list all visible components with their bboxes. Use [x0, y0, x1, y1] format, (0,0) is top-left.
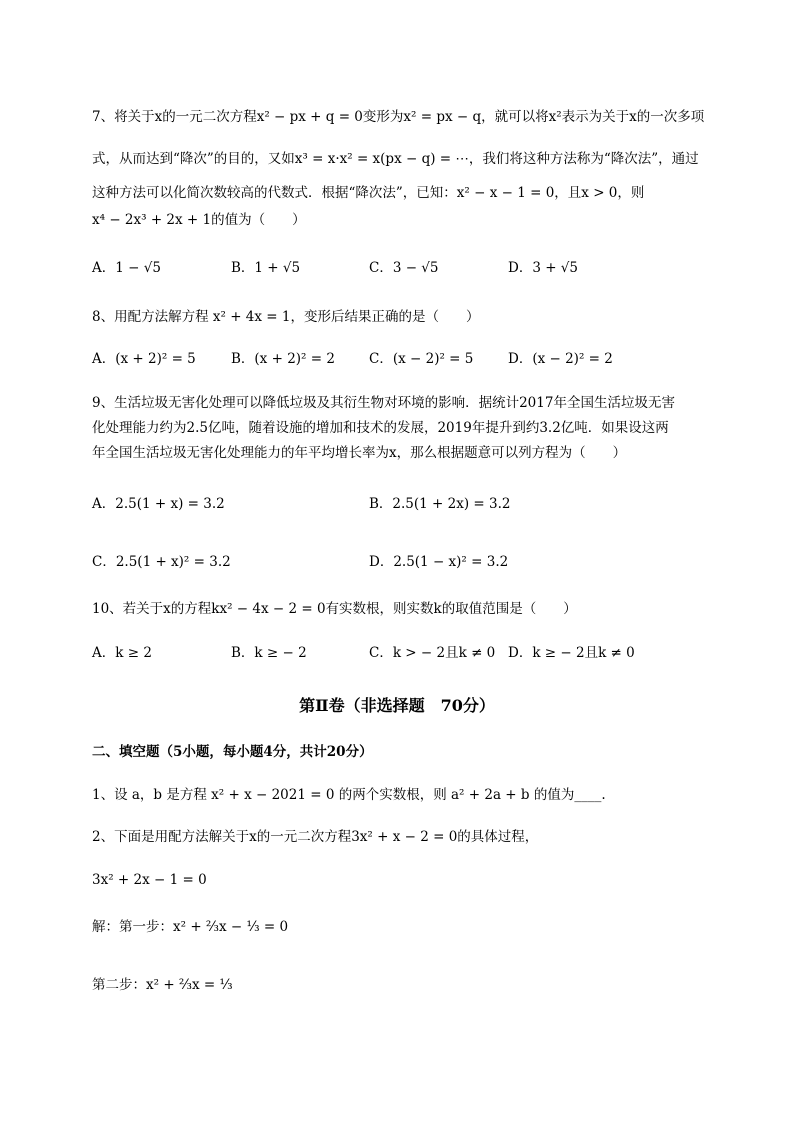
q8-option-c: C．(x − 2)² = 5	[369, 351, 474, 367]
q7-option-c: C．3 − √5	[369, 260, 439, 276]
q9-line1: 9、生活垃圾无害化处理可以降低垃圾及其衍生物对环境的影响．据统计2017年全国生活垃圾无害	[92, 395, 675, 411]
fill2-equation: 3x² + 2x − 1 = 0	[92, 872, 207, 888]
q8-option-d: D．(x − 2)² = 2	[508, 351, 613, 367]
q8-option-a: A．(x + 2)² = 5	[92, 351, 196, 367]
q7-line4: x⁴ − 2x³ + 2x + 1的值为（ ）	[92, 212, 306, 228]
fill2-stem: 2、下面是用配方法解关于x的一元二次方程3x² + x − 2 = 0的具体过程，	[92, 829, 539, 845]
q7-line1: 7、将关于x的一元二次方程x² − px + q = 0变形为x² = px − q，就可以将x²表示为关于x的一次多项	[92, 109, 705, 125]
fill2-step2: 第二步：x² + ⅔x = ⅓	[92, 977, 233, 993]
q9-option-b: B．2.5(1 + 2x) = 3.2	[369, 496, 511, 512]
q9-option-c: C．2.5(1 + x)² = 3.2	[92, 554, 231, 570]
section2-title: 第Ⅱ卷（非选择题 70分）	[299, 696, 495, 715]
q10-option-a: A．k ≥ 2	[92, 645, 152, 661]
q7-option-a: A．1 − √5	[92, 260, 161, 276]
q7-option-b: B．1 + √5	[231, 260, 301, 276]
q9-line2: 化处理能力约为2.5亿吨，随着设施的增加和技术的发展，2019年提升到约3.2亿吨．如果设这两	[92, 420, 669, 436]
q8-stem: 8、用配方法解方程 x² + 4x = 1，变形后结果正确的是（ ）	[92, 309, 480, 325]
q10-option-c: C．k > − 2且k ≠ 0	[369, 645, 496, 661]
q7-line3: 这种方法可以化简次数较高的代数式．根据“降次法”，已知：x² − x − 1 = 0，且x > 0，则	[92, 185, 645, 201]
q9-option-d: D．2.5(1 − x)² = 3.2	[369, 554, 509, 570]
q10-option-b: B．k ≥ − 2	[231, 645, 307, 661]
fill2-step1: 解：第一步：x² + ⅔x − ⅓ = 0	[92, 919, 289, 935]
q8-option-b: B．(x + 2)² = 2	[231, 351, 335, 367]
fill1-stem: 1、设 a，b 是方程 x² + x − 2021 = 0 的两个实数根，则 a² + 2a + b 的值为____.	[92, 787, 606, 803]
q9-line3: 年全国生活垃圾无害化处理能力的年平均增长率为x，那么根据题意可以列方程为（ ）	[92, 445, 627, 461]
q7-line2: 式，从而达到“降次”的目的，又如x³ = x·x² = x(px − q) = ⋯，我们将这种方法称为“降次法”，通过	[92, 151, 699, 167]
section2-subtitle: 二、填空题（5小题，每小题4分，共计20分）	[92, 744, 373, 760]
q7-option-d: D．3 + √5	[508, 260, 578, 276]
q10-stem: 10、若关于x的方程kx² − 4x − 2 = 0有实数根，则实数k的取值范围是（ ）	[92, 601, 577, 617]
q10-option-d: D．k ≥ − 2且k ≠ 0	[508, 645, 635, 661]
q9-option-a: A．2.5(1 + x) = 3.2	[92, 496, 225, 512]
